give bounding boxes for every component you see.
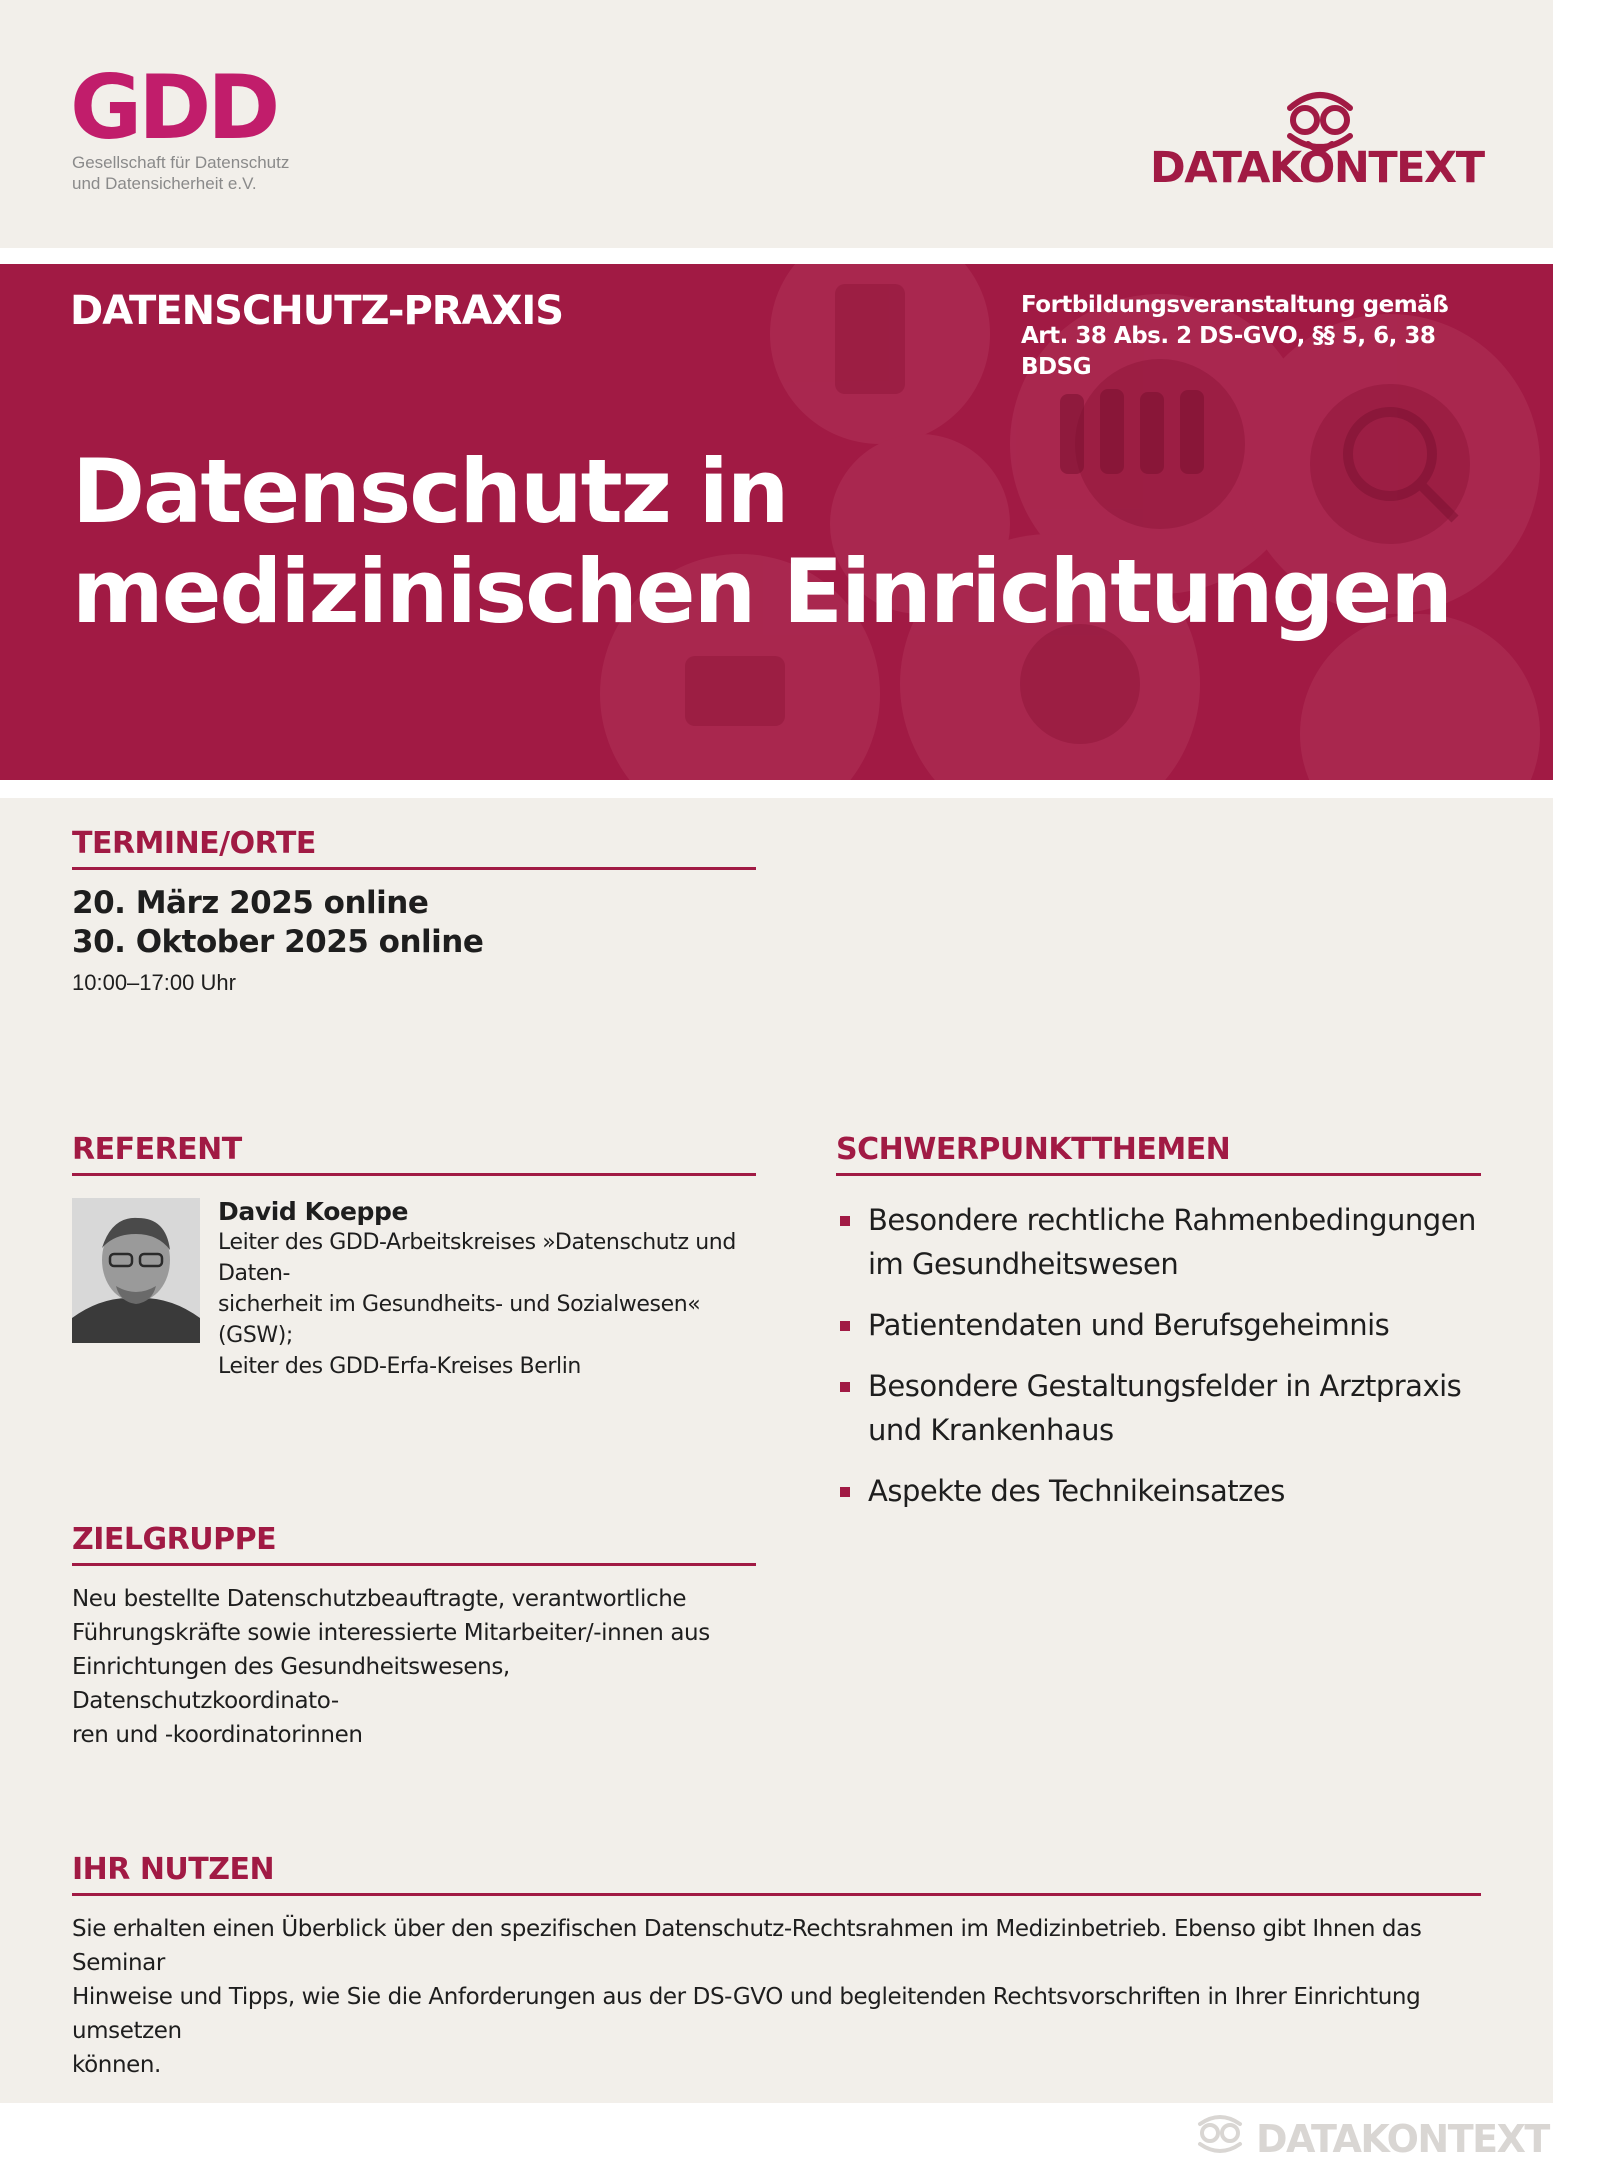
datakontext-logo (1150, 68, 1490, 188)
bullet-square-icon (840, 1487, 850, 1497)
paragraph-line: Sie erhalten einen Überblick über den spezifischen Datenschutz-Rechtsrahmen im Medizinbetrieb. Ebenso gibt Ihnen das Seminar (72, 1916, 1422, 1976)
topics-list (836, 1198, 1481, 1513)
page-title-line-1: Datenschutz in (72, 440, 788, 543)
section-heading-schwerpunkte: SCHWERPUNKTTHEMEN (836, 1132, 1481, 1176)
paragraph-line: Hinweise und Tipps, wie Sie die Anforderungen aus der DS-GVO und begleitenden Rechtsvorschriften in Ihrer Einrichtung umsetzen (72, 1984, 1421, 2044)
svg-text:GDD: GDD (70, 66, 277, 146)
list-item (836, 1364, 1481, 1452)
list-item (836, 1198, 1481, 1286)
gdd-subline (72, 152, 289, 194)
zielgruppe-text (72, 1582, 756, 1752)
paragraph-line: ren und -koordinatorinnen (72, 1722, 363, 1748)
section-heading-nutzen: IHR NUTZEN (72, 1852, 1481, 1896)
section-heading-referent: REFERENT (72, 1132, 756, 1176)
footer-datakontext-logo (1192, 2106, 1552, 2162)
section-nutzen (72, 1852, 1481, 2082)
accreditation-note-line-2: Art. 38 Abs. 2 DS-GVO, §§ 5, 6, 38 BDSG (1021, 323, 1436, 380)
topic-line: Besondere rechtliche Rahmenbedingungen (868, 1203, 1476, 1237)
section-referent (72, 1132, 756, 1379)
gdd-subline-2: und Datensicherheit e.V. (72, 174, 257, 193)
list-item (836, 1469, 1481, 1513)
page-title (72, 442, 1451, 642)
section-termine (72, 826, 756, 996)
topic-line: im Gesundheitswesen (868, 1247, 1179, 1281)
topic-line: und Krankenhaus (868, 1413, 1114, 1447)
section-heading-termine: TERMINE/ORTE (72, 826, 756, 870)
gdd-logo (70, 66, 280, 146)
referent-body (72, 1197, 756, 1379)
topic-line: Patientendaten und Berufsgeheimnis (868, 1308, 1390, 1342)
gdd-subline-1: Gesellschaft für Datenschutz (72, 153, 290, 172)
divider-strip-2 (0, 780, 1553, 798)
series-label: DATENSCHUTZ-PRAXIS (70, 288, 564, 334)
accreditation-note (1021, 290, 1481, 383)
accreditation-note-line-1: Fortbildungsveranstaltung gemäß (1021, 292, 1449, 318)
referent-description-line: Leiter des GDD-Erfa-Kreises Berlin (218, 1354, 581, 1379)
bullet-square-icon (840, 1382, 850, 1392)
page-title-line-2: medizinischen Einrichtungen (72, 540, 1451, 643)
section-schwerpunkte (836, 1132, 1481, 1530)
owl-watermark-icon (1200, 2117, 1240, 2151)
paragraph-line: Neu bestellte Datenschutzbeauftragte, verantwortliche (72, 1586, 687, 1612)
section-heading-zielgruppe: ZIELGRUPPE (72, 1522, 756, 1566)
nutzen-text (72, 1912, 1481, 2082)
list-item (836, 1303, 1481, 1347)
paragraph-line: Einrichtungen des Gesundheitswesens, Datenschutzkoordinato- (72, 1654, 510, 1714)
referent-description-line: sicherheit im Gesundheits- und Sozialwesen« (GSW); (218, 1292, 701, 1348)
date-item: 30. Oktober 2025 online (72, 924, 484, 960)
bullet-square-icon (840, 1216, 850, 1226)
referent-name: David Koeppe (218, 1197, 409, 1226)
referent-text (218, 1196, 758, 1382)
section-zielgruppe (72, 1522, 756, 1752)
header (0, 0, 1553, 248)
referent-description-line: Leiter des GDD-Arbeitskreises »Datenschutz und Daten- (218, 1230, 736, 1286)
dates-list (72, 884, 756, 962)
divider-strip (0, 248, 1553, 264)
svg-text:DATAKONTEXT: DATAKONTEXT (1256, 2117, 1549, 2161)
bullet-square-icon (840, 1321, 850, 1331)
topic-line: Besondere Gestaltungsfelder in Arztpraxis (868, 1369, 1462, 1403)
paragraph-line: Führungskräfte sowie interessierte Mitarbeiter/-innen aus (72, 1620, 710, 1646)
topic-line: Aspekte des Technikeinsatzes (868, 1474, 1285, 1508)
date-item: 20. März 2025 online (72, 885, 429, 921)
hero-banner (0, 264, 1553, 780)
speaker-photo (72, 1198, 200, 1343)
paragraph-line: können. (72, 2052, 161, 2078)
time-range: 10:00–17:00 Uhr (72, 970, 236, 995)
svg-text:DATAKONTEXT: DATAKONTEXT (1150, 143, 1484, 188)
